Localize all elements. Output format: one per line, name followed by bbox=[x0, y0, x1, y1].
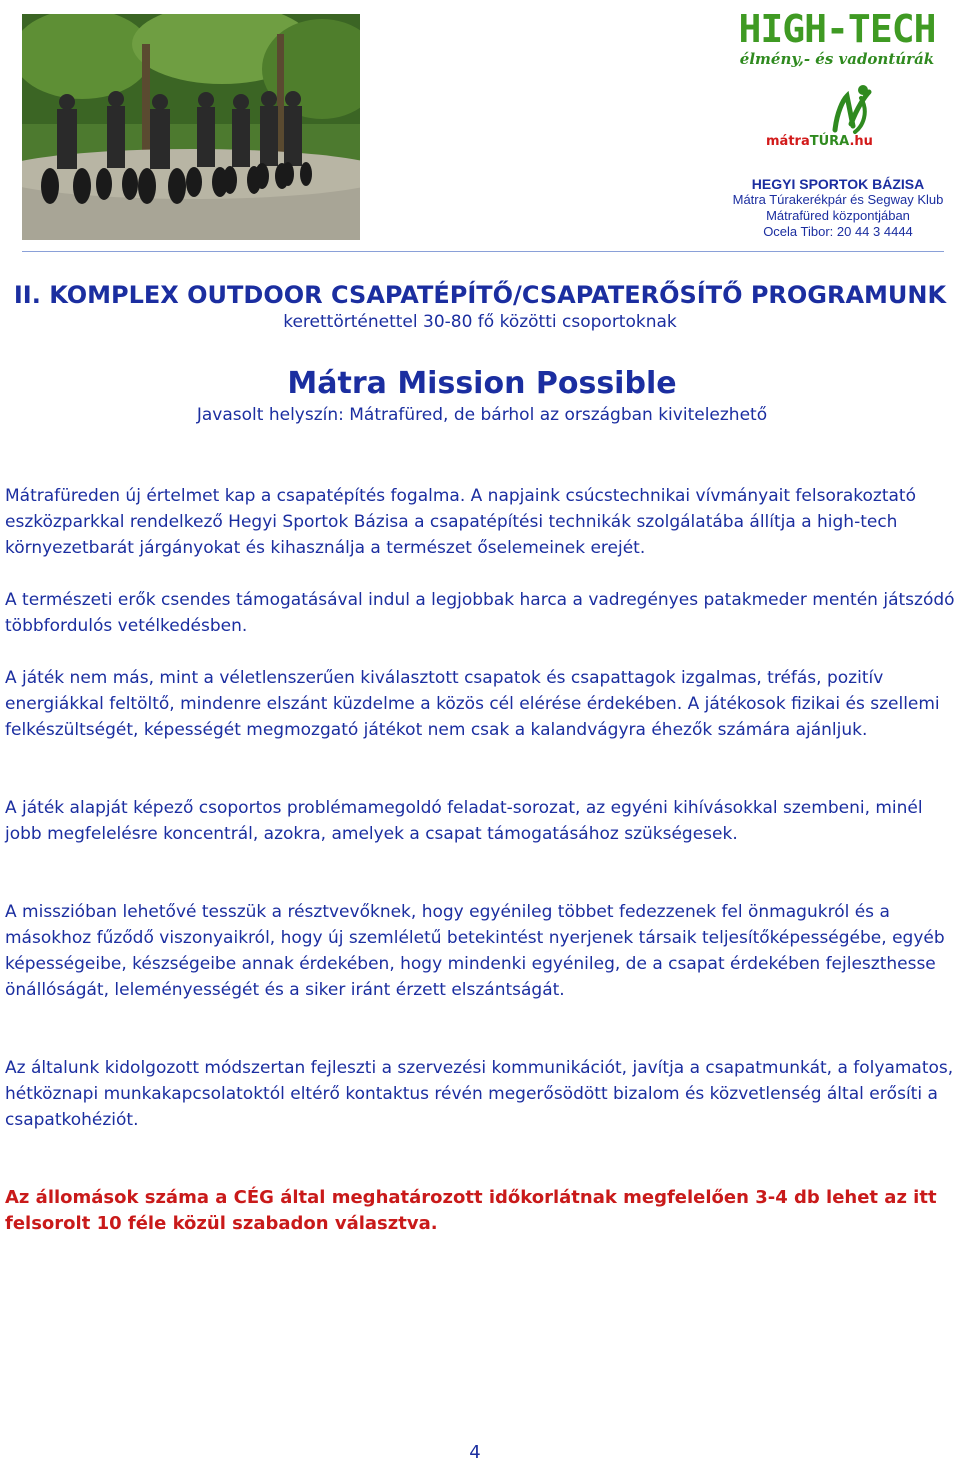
main-title: II. KOMPLEX OUTDOOR CSAPATÉPÍTŐ/CSAPATERŐSÍTŐ PROGRAMUNK bbox=[13, 281, 947, 309]
logo-text-a: mátra bbox=[766, 134, 810, 149]
header-divider bbox=[22, 251, 944, 252]
paragraph-4: A játék alapját képező csoportos problémamegoldó feladat-sorozat, az egyéni kihívásokkal szembeni, minél jobb megfelelésre koncentrál, azokra, amelyek a csapat támogatásához szükségesek. bbox=[5, 798, 923, 844]
segway-group-photo bbox=[22, 14, 360, 240]
paragraph-6: Az általunk kidolgozott módszertan fejleszti a szervezési kommunikációt, javítja a csapatmunkát, a folyamatos, hétköznapi munkakapcsolatoktól eltérő kontaktus révén megerősödött bizalom és közvetlenség által erősíti a csapatkohéziót. bbox=[5, 1058, 954, 1130]
stations-notice: Az állomások száma a CÉG által meghatározott időkorlátnak megfelelően 3-4 db lehet az itt felsorolt 10 féle közül szabadon választva. bbox=[5, 1187, 937, 1234]
paragraph-3: A játék nem más, mint a véletlenszerűen kiválasztott csapatok és csapattagok izgalmas, tréfás, pozitív energiákkal feltöltő, mindenre elszánt küzdelme a közös cél elérése érdekében. A játékosok fizikai és szellemi felkészültségét, képességét megmozgató játékot nem csak a kalandvágyra éhezők számára ajánljuk. bbox=[5, 668, 940, 740]
brand-title: HIGH-TECH bbox=[738, 7, 936, 51]
contact-line-2: Mátra Túrakerékpár és Segway Klub bbox=[732, 192, 944, 207]
location-line: Javasolt helyszín: Mátrafüred, de bárhol az országban kivitelezhető bbox=[196, 405, 768, 425]
paragraph-5: A misszióban lehetővé tesszük a résztvevőknek, hogy egyénileg többet fedezzenek fel önmagukról és a másokhoz fűződő viszonyaikról, hogy új szemléletű betekintést nyerjenek társaik teljesítőképességébe, egyéb képességeibe, készségeibe annak érdekében, hogy mindenki egyénileg, de a csapat érdekében fejleszthesse önállóságát, leleményességét és a siker iránt érzett elszántságát. bbox=[5, 902, 945, 1000]
paragraph-2: A természeti erők csendes támogatásával indul a legjobbak harca a vadregényes patakmeder mentén játszódó többfordulós vetélkedésben. bbox=[5, 590, 955, 636]
page-number: 4 bbox=[469, 1442, 481, 1463]
logo-text-b: TÚRA bbox=[809, 134, 850, 149]
logo-text-c: .hu bbox=[849, 134, 873, 149]
brand-subtitle: élmény,- és vadontúrák bbox=[739, 50, 935, 68]
matratura-logo-text bbox=[766, 134, 873, 149]
paragraph-1: Mátrafüreden új értelmet kap a csapatépítés fogalma. A napjaink csúcstechnikai vívmányait felsorakoztató eszközparkkal rendelkező Hegyi Sportok Bázisa a csapatépítési technikák szolgálatába állítja a high-tech környezetbarát járgányokat és kihasználja a természet őselemeinek erejét. bbox=[5, 486, 916, 558]
main-subtitle: kerettörténettel 30-80 fő közötti csoportoknak bbox=[283, 312, 677, 332]
program-title: Mátra Mission Possible bbox=[287, 366, 677, 401]
contact-line-3: Mátrafüred központjában bbox=[766, 208, 910, 223]
contact-block bbox=[700, 176, 960, 240]
contact-line-1: HEGYI SPORTOK BÁZISA bbox=[751, 176, 925, 192]
brand-block bbox=[724, 8, 950, 68]
contact-line-4: Ocela Tibor: 20 44 3 4444 bbox=[763, 224, 913, 239]
